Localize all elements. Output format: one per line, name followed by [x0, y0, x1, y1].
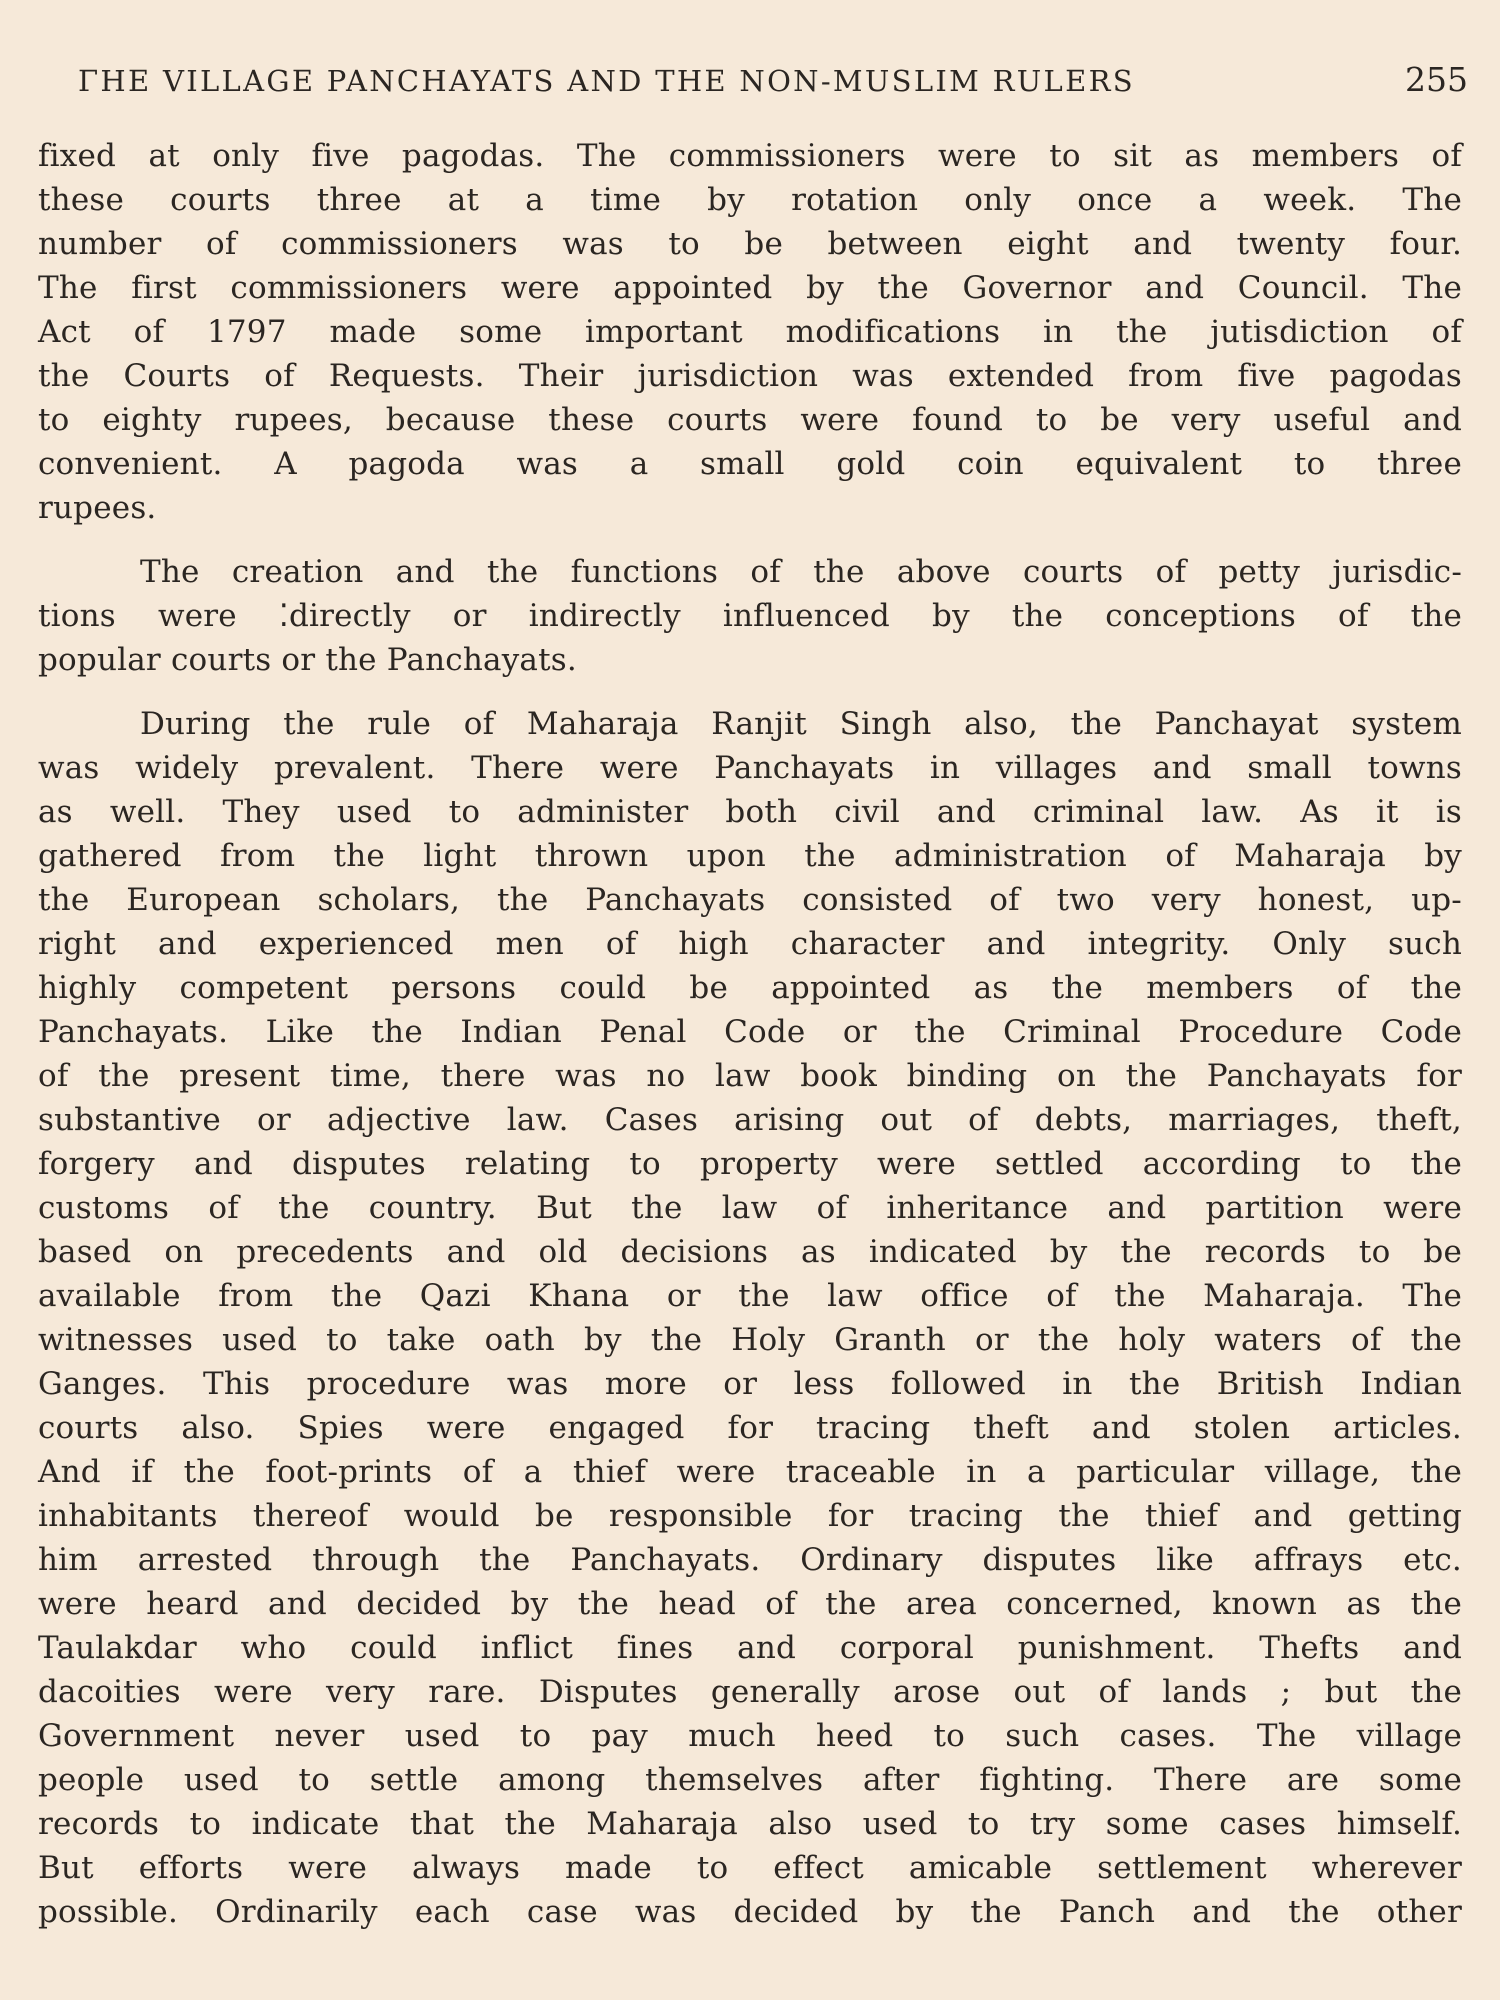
- running-title: ΓHE VILLAGE PANCHAYATS AND THE NON-MUSLIM RULERS: [78, 64, 1135, 98]
- text-line: Ganges. This procedure was more or less followed in the British Indian: [38, 1366, 1462, 1402]
- text-line: records to indicate that the Maharaja also used to try some cases himself.: [38, 1806, 1462, 1842]
- text-line: the Courts of Requests. Their jurisdiction was extended from five pagodas: [38, 358, 1462, 394]
- text-line: highly competent persons could be appointed as the members of the: [38, 970, 1462, 1006]
- text-line: forgery and disputes relating to property were settled according to the: [38, 1146, 1462, 1182]
- text-line: tions were ⁚directly or indirectly influenced by the conceptions of the: [38, 598, 1462, 634]
- text-line: witnesses used to take oath by the Holy Granth or the holy waters of the: [38, 1322, 1462, 1358]
- text-line: The creation and the functions of the above courts of petty jurisdic-: [140, 554, 1462, 590]
- text-line: right and experienced men of high character and integrity. Only such: [38, 926, 1462, 962]
- text-line: And if the foot-prints of a thief were traceable in a particular village, the: [38, 1454, 1462, 1490]
- text-line: gathered from the light thrown upon the administration of Maharaja by: [38, 838, 1462, 874]
- text-line: the European scholars, the Panchayats consisted of two very honest, up-: [38, 882, 1462, 918]
- text-line: Panchayats. Like the Indian Penal Code or the Criminal Procedure Code: [38, 1014, 1462, 1050]
- paragraph-1: [38, 134, 1462, 530]
- text-line: dacoities were very rare. Disputes generally arose out of lands ; but the: [38, 1674, 1462, 1710]
- text-line: Government never used to pay much heed to such cases. The village: [38, 1718, 1462, 1754]
- text-line: convenient. A pagoda was a small gold coin equivalent to three: [38, 446, 1462, 482]
- text-line: rupees.: [38, 490, 157, 526]
- text-line: fixed at only five pagodas. The commissioners were to sit as members of: [38, 138, 1462, 174]
- text-line: these courts three at a time by rotation only once a week. The: [38, 182, 1462, 218]
- page-header: [78, 58, 1468, 102]
- text-line: Taulakdar who could inflict fines and corporal punishment. Thefts and: [38, 1630, 1462, 1666]
- page-number: 255: [1405, 60, 1468, 99]
- text-line: was widely prevalent. There were Panchayats in villages and small towns: [38, 750, 1462, 786]
- text-line: The first commissioners were appointed by the Governor and Council. The: [38, 270, 1462, 306]
- text-line: customs of the country. But the law of inheritance and partition were: [38, 1190, 1462, 1226]
- text-line: to eighty rupees, because these courts were found to be very useful and: [38, 402, 1462, 438]
- paragraph-3: [38, 702, 1462, 1934]
- text-line: of the present time, there was no law book binding on the Panchayats for: [38, 1058, 1462, 1094]
- page-body: [38, 134, 1462, 1954]
- text-line: as well. They used to administer both civil and criminal law. As it is: [38, 794, 1462, 830]
- text-line: possible. Ordinarily each case was decided by the Panch and the other: [38, 1894, 1462, 1930]
- text-line: Act of 1797 made some important modifications in the jutisdiction of: [38, 314, 1462, 350]
- text-line: substantive or adjective law. Cases arising out of debts, marriages, theft,: [38, 1102, 1462, 1138]
- text-line: were heard and decided by the head of the area concerned, known as the: [38, 1586, 1462, 1622]
- text-line: popular courts or the Panchayats.: [38, 642, 577, 678]
- text-line: available from the Qazi Khana or the law office of the Maharaja. The: [38, 1278, 1462, 1314]
- text-line: inhabitants thereof would be responsible for tracing the thief and getting: [38, 1498, 1462, 1534]
- text-line: number of commissioners was to be between eight and twenty four.: [38, 226, 1462, 262]
- text-line: But efforts were always made to effect amicable settlement wherever: [38, 1850, 1462, 1886]
- text-line: based on precedents and old decisions as indicated by the records to be: [38, 1234, 1462, 1270]
- paragraph-2: [38, 550, 1462, 682]
- text-line: people used to settle among themselves after fighting. There are some: [38, 1762, 1462, 1798]
- text-line: courts also. Spies were engaged for tracing theft and stolen articles.: [38, 1410, 1462, 1446]
- text-line: During the rule of Maharaja Ranjit Singh also, the Panchayat system: [140, 706, 1462, 742]
- text-line: him arrested through the Panchayats. Ordinary disputes like affrays etc.: [38, 1542, 1462, 1578]
